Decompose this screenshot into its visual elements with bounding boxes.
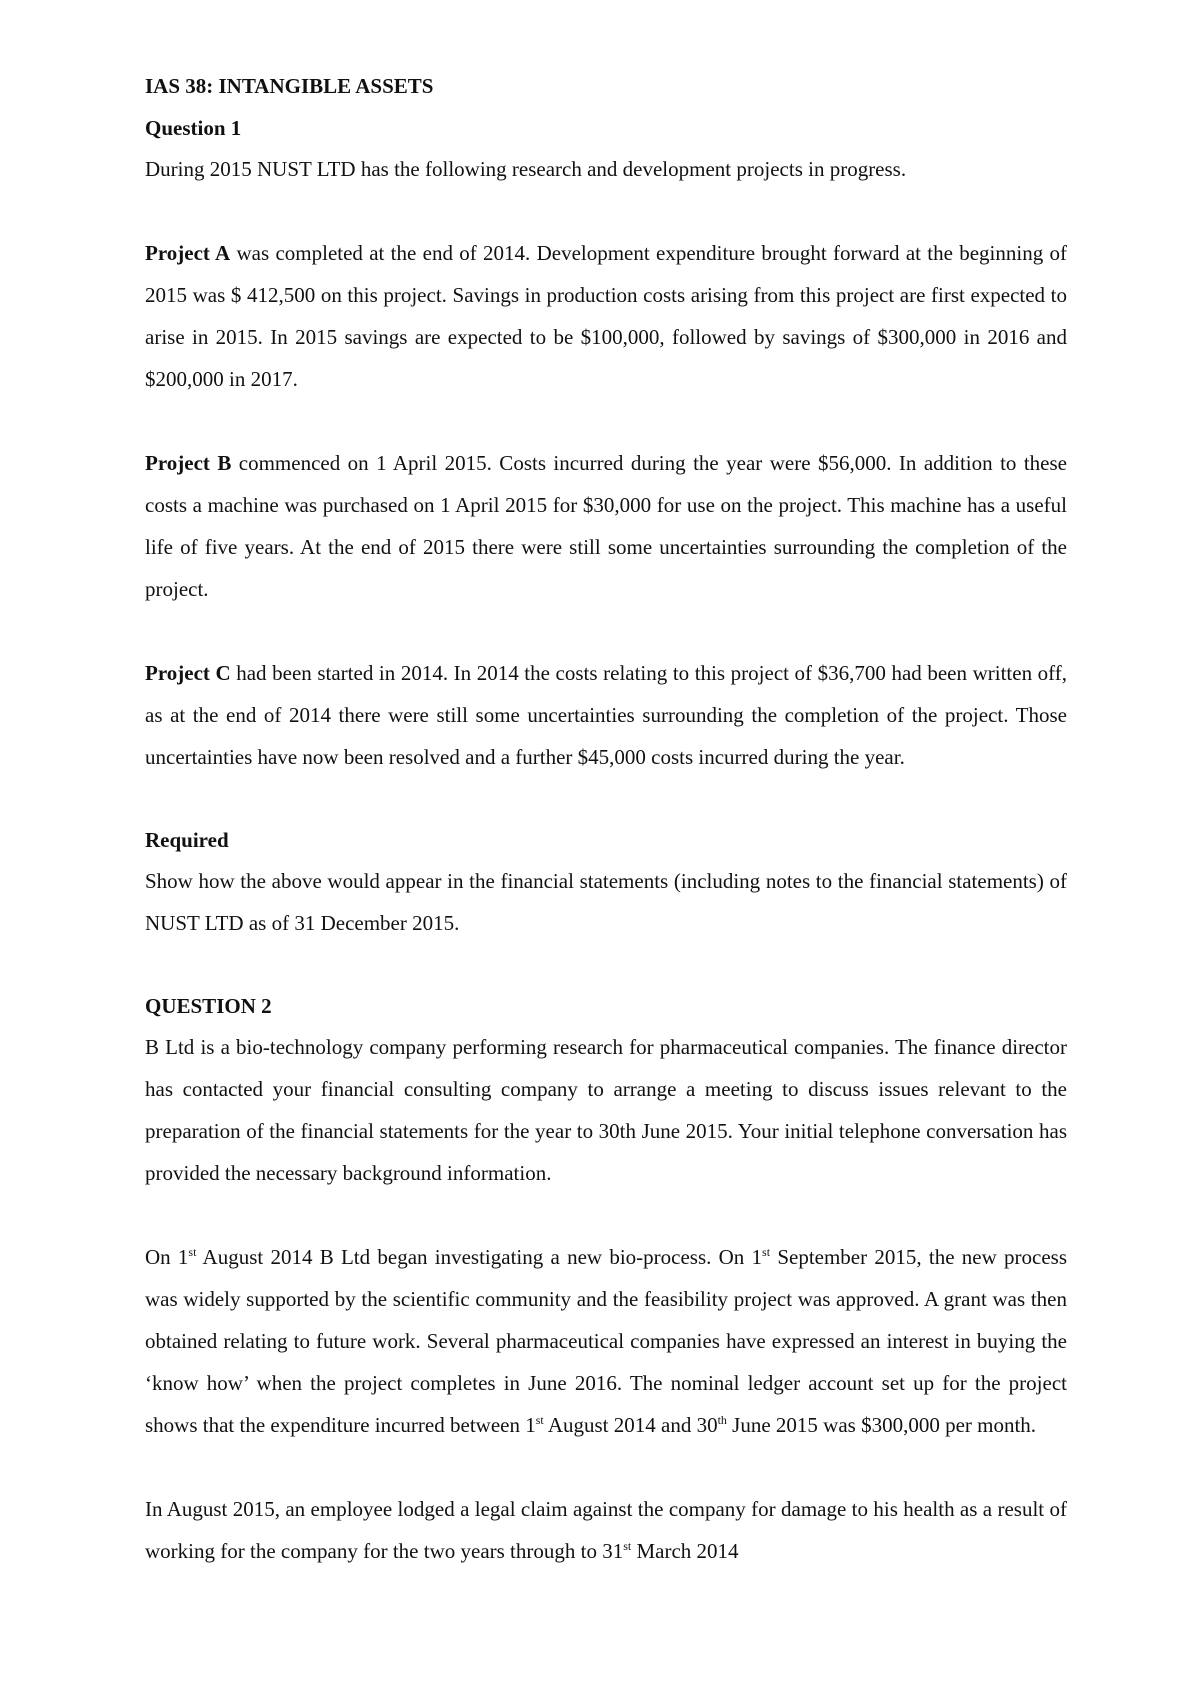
project-a-text: was completed at the end of 2014. Development expenditure brought forward at the beginning of 2015 was $ 412,500 on this project. Savings in production costs arising from this project are first expected to arise in 2015. In 2015 savings are expected to be $100,000, followed by savings of $300,000 in 2016 and $200,000 in 2017. [145, 241, 1067, 391]
text-run: On 1 [145, 1245, 189, 1269]
project-c-paragraph [145, 652, 1067, 778]
project-b-paragraph [145, 442, 1067, 610]
project-b-text: commenced on 1 April 2015. Costs incurred during the year were $56,000. In addition to these costs a machine was purchased on 1 April 2015 for $30,000 for use on the project. This machine has a useful life of five years. At the end of 2015 there were still some uncertainties surrounding the completion of the project. [145, 451, 1067, 601]
question-2-paragraph-2 [145, 1236, 1067, 1446]
document-title: IAS 38: INTANGIBLE ASSETS [145, 74, 434, 98]
question-2-heading: QUESTION 2 [145, 994, 272, 1018]
question-1-heading: Question 1 [145, 116, 242, 140]
question-2-paragraph-3 [145, 1488, 1067, 1572]
ordinal-suffix: st [535, 1413, 544, 1427]
project-c-label: Project C [145, 661, 231, 685]
paragraph-spacer [145, 1446, 1067, 1488]
text-run: March 2014 [631, 1539, 739, 1563]
question-1-intro: During 2015 NUST LTD has the following research and development projects in progress. [145, 157, 907, 181]
paragraph-spacer [145, 400, 1067, 442]
text-run: August 2014 and 30 [543, 1413, 718, 1437]
ordinal-suffix: st [188, 1245, 197, 1259]
ordinal-suffix: th [717, 1413, 727, 1427]
question-2-paragraph-1: B Ltd is a bio-technology company performing research for pharmaceutical companies. The finance director has contacted your financial consulting company to arrange a meeting to discuss issues relevant to the preparation of the financial statements for the year to 30th June 2015. Your initial telephone conversation has provided the necessary background information. [145, 1035, 1067, 1185]
paragraph-spacer [145, 610, 1067, 652]
project-a-label: Project A [145, 241, 231, 265]
text-run: August 2014 B Ltd began investigating a new bio-process. On 1 [196, 1245, 763, 1269]
paragraph-spacer [145, 190, 1067, 232]
text-run: In August 2015, an employee lodged a legal claim against the company for damage to his health as a result of working for the company for the two years through to 31 [145, 1497, 1067, 1563]
text-run: June 2015 was $300,000 per month. [726, 1413, 1037, 1437]
paragraph-spacer [145, 944, 1067, 986]
text-run: September 2015, the new process was widely supported by the scientific community and the feasibility project was approved. A grant was then obtained relating to future work. Several pharmaceutical companies have expressed an interest in buying the ‘know how’ when the project completes in June 2016. The nominal ledger account set up for the project shows that the expenditure incurred between 1 [145, 1245, 1067, 1437]
ordinal-suffix: st [623, 1539, 632, 1553]
ordinal-suffix: st [762, 1245, 771, 1259]
project-c-text: had been started in 2014. In 2014 the costs relating to this project of $36,700 had been written off, as at the end of 2014 there were still some uncertainties surrounding the completion of the project. Those uncertainties have now been resolved and a further $45,000 costs incurred during the year. [145, 661, 1068, 769]
required-heading: Required [145, 828, 229, 852]
project-b-label: Project B [145, 451, 232, 475]
paragraph-spacer [145, 778, 1067, 820]
required-text: Show how the above would appear in the financial statements (including notes to the financial statements) of NUST LTD as of 31 December 2015. [145, 869, 1067, 935]
paragraph-spacer [145, 1194, 1067, 1236]
project-a-paragraph [145, 232, 1067, 400]
document-page [145, 66, 1067, 1572]
